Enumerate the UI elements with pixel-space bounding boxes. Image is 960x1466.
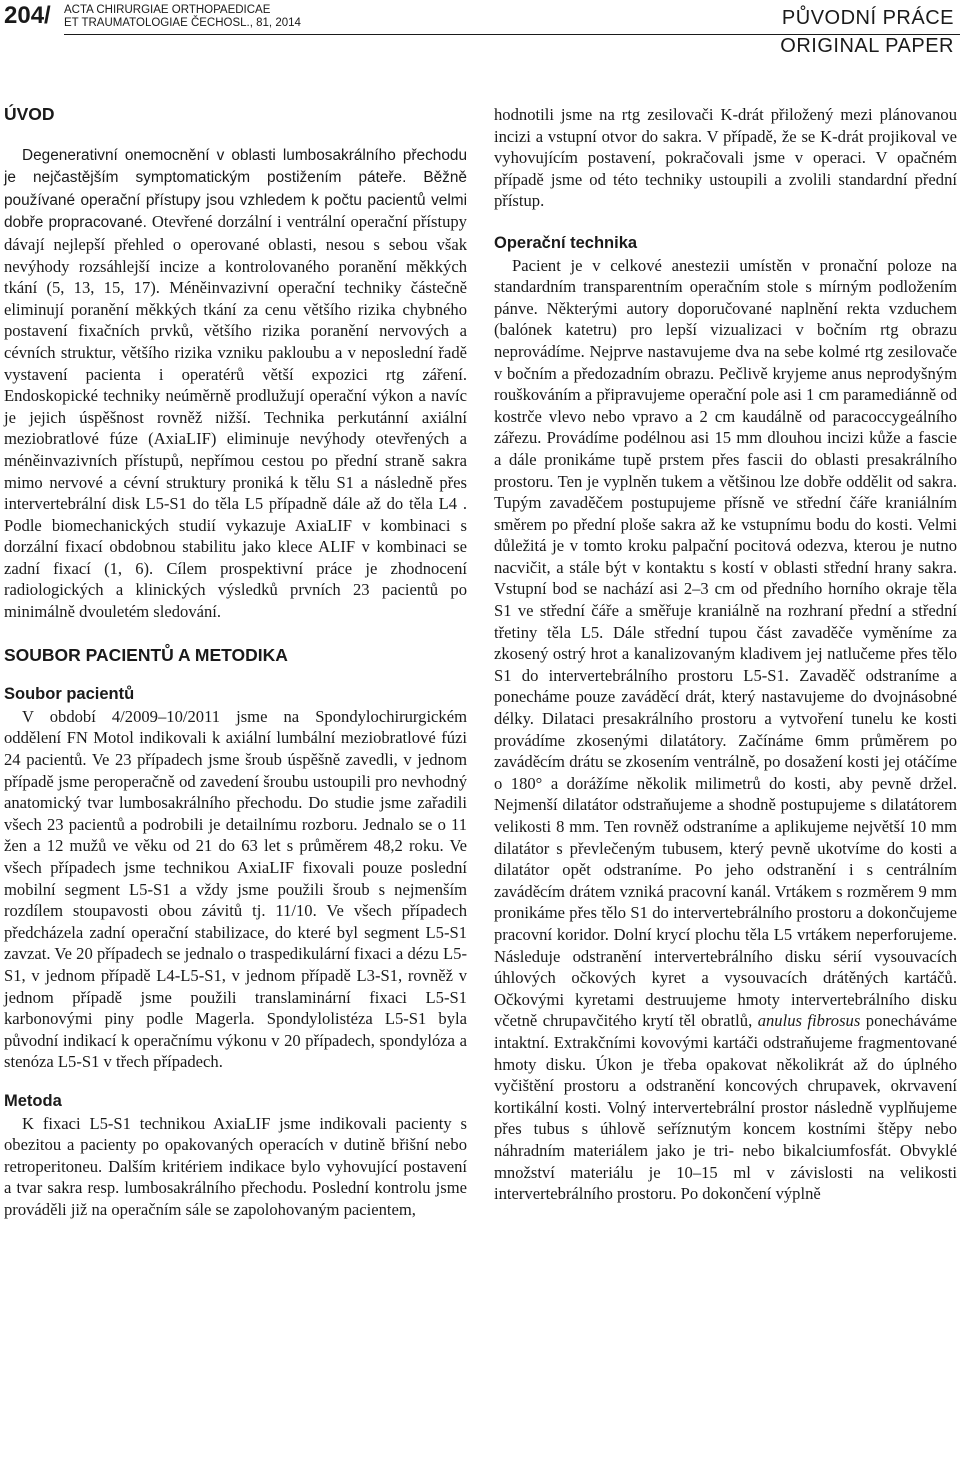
page-header xyxy=(0,0,960,70)
left-column xyxy=(4,104,467,1221)
journal-line-2: ET TRAUMATOLOGIAE ČECHOSL., 81, 2014 xyxy=(64,17,301,29)
uvod-text-sans: Degenerativní onemocnění v oblasti lumbosakrálního přechodu je nejčastějším symptomatickým postižením páteře. Běžně používané operační přístupy jsou vzhledem k počtu pacientů velmi dobře propracované. xyxy=(4,146,467,232)
continued-paragraph: hodnotili jsme na rtg zesilovači K-drát přiložený mezi plánovanou incizi a vstupní otvor do sakra. V případě, že se K-drát projikoval ve vyhovujícím postavení, pokračovali jsme v operaci. V opačném případě jsme od této techniky ustoupili a zvolili standardní přední přístup. xyxy=(494,105,957,211)
operacni-technika-paragraph xyxy=(494,255,957,1205)
subheading-operacni-technika: Operační technika xyxy=(494,233,638,252)
optech-text-1: Pacient je v celkové anestezii umístěn v pronační poloze na standardním transparentním operačním stole s mírným podložením pánve. Některými autory doporučované naplnění rekta vzduchem (balónek katetru) pro lepší vizualizaci v bočním rtg obrazu neprovádíme. Nejprve nastavujeme dva na sebe kolmé rtg zesilovače v bočním a předozadním obrazu. Pečlivě kryjeme anus neprodyšným rouškováním a připravujeme operační pole asi 1 cm paramediánně od kostrče vlevo nebo vpravo a 2 cm kaudálně od paracoccygeálního zářezu. Provádíme podélnou asi 15 mm dlouhou incizi kůže a fascie a dále pronikáme tupě prstem přes fascii do oblasti presakrálního prostoru. Ten je vyplněn tukem a většinou lze dobře oddělit od sakra. Tupým zavaděčem postupujeme přísně ve střední čáře kraniálním směrem po přední ploše sakra až ke vstupnímu bodu do kosti. Velmi důležitá je v tomto kroku palpační pocitová odezva, kterou je nutno nacvičit, a stále být v kontaktu s kostí v oblasti střední hrany sakra. Vstupní bod se nachází asi 2–3 cm od předního horního okraje těla S1 ve střední čáře a směřuje kraniálně na rozhraní přední a střední třetiny těla L5. Dále střední tupou část zavaděče vyměníme za zkosený ostrý hrot a kanalizovaným kladivem jej natlučeme přes tělo S1 do intervertebrálního prostoru L5-S1. Zavaděč odstraníme a ponecháme pouze zaváděcí drát, který nastavujeme do dvojnásobné délky. Dilataci presakrálního prostoru a vytvoření tunelu ke kosti provádíme zkosenými dilatátory. Začínáme 6mm průměrem po zaváděcím drátu se zkosením ventrálně, po dosažení kosti jej otáčíme o 180° a dorážíme několik milimetrů do kosti, aby pevně držel. Nejmenší dilatátor odstraňujeme a shodně postupujeme s dilatátorem velikosti 8 mm. Ten rovněž odstraníme a aplikujeme největší 10 mm dilatátor s převlečeným tubusem, který pevně ukotvíme do kosti a dilatátor opět odstraníme. Po jeho odstranění i s centrálním zaváděcím drátem vzniká pracovní kanál. Vrtákem s rozměrem 9 mm pronikáme přes tělo S1 do intervertebrálního prostoru a dokončujeme pracovní koridor. Dolní krycí plochu těla L5 vrtákem neperforujeme. Následuje odstranění intervertebrálního disku sérií vysouvacích úhlových očkových kyret a vysouvacích drátěných kartáčů. Očkovými kyretami destruujeme hmoty intervertebrálního disku včetně chrupavčitého krytí těl obratlů, xyxy=(494,255,957,1031)
uvod-text-2: Méněinvazivní operační techniky částečně eliminují poranění měkkých tkání za cenu většího rizika chybného postavení fixačních prvků, většího rizika poranění nervových a cévních struktur, většího rizika vzniku pakloubu a v neposlední řadě vystavení pacienta i operatérů větší expozici rtg záření. xyxy=(4,278,467,384)
journal-line-1: ACTA CHIRURGIAE ORTHOPAEDICAE xyxy=(64,4,271,16)
soubor-paragraph: V období 4/2009–10/2011 jsme na Spondylochirurgickém oddělení FN Motol indikovali k axiální lumbální meziobratlové fúzi 24 pacientů. Ve 23 případech jsme šroub úspěšně zavedli, v jednom případě jsme peroperačně od zavedení šroubu ustoupili pro nevhodný anatomický tvar lumbosakrálního přechodu. Do studie jsme zařadili všech 23 pacientů a podrobili je detailnímu rozboru. Jednalo se o 11 žen a 12 mužů ve věku od 21 do 63 let s průměrem 48,2 roku. Ve všech případech jsme technikou AxiaLIF fixovali pouze poslední mobilní segment L5-S1 a vždy jsme použili šroub s nejmenším rozdílem stoupavosti obou závitů tj. 11/10. Ve všech případech předcházela zadní operační stabilizace, do které byl segment L5-S1 zavzat. Ve 20 případech se jednalo o traspedikulární fixaci a dézu L5-S1, v jednom případě L4-L5-S1, v jednom případě L3-S1, rovněž v jednom případě jsme použili translaminární fixaci L5-S1 karbonovými piny podle Magerla. Spondylolistéza L5-S1 byla původní indikací k operačnímu výkonu v 20 případech, spondylóza a stenóza L5-S1 v třech případech. xyxy=(4,706,467,1072)
uvod-text-1: Otevřené dorzální i ventrální operační přístupy dávají nejlepší přehled o operované oblasti, nesou s sebou však nevýhody rozsáhlejší incize a kontrolovaného poranění měkkých tkání (5, 13, 15, 17). xyxy=(4,212,467,298)
uvod-text-3: Endoskopické techniky neúměrně prodlužují operační výkon a navíc je jejich úspěšnost rovněž nižší. Technika perkutánní axiální meziobratlové fúze (AxiaLIF) eliminuje nevýhody otevřených a méněinvazivních přístupů, nepřímou cestou po přední straně sakra mimo nervové a cévní struktury proniká k tělu S1 a následně přes intervertebrální disk L5-S1 do těla L5 případně dále až do těla L4 . Podle biomechanických studií vykazuje AxiaLIF v kombinaci s dorzální fixací obdobnou stabilitu jako klece ALIF v kombinaci se zadní fixací (1, 6). Cílem prospektivní práce je zhodnocení radiologických a klinických výsledků prvních 23 pacientů po minimálně dvouletém sledování. xyxy=(4,386,467,622)
journal-name xyxy=(64,4,301,30)
paper-type-cs: PŮVODNÍ PRÁCE xyxy=(781,7,954,29)
subheading-soubor-pacientu: Soubor pacientů xyxy=(4,685,135,704)
section-heading-soubor: SOUBOR PACIENTŮ A METODIKA xyxy=(4,644,288,665)
metoda-paragraph: K fixaci L5-S1 technikou AxiaLIF jsme indikovali pacienty s obezitou a pacienty po opakovaných operacích v dutině břišní nebo retroperitoneu. Dalším kritériem indikace bylo vyhovující postavení a tvar sakra resp. lumbosakrálního přechodu. Poslední kontrolu jsme prováděli již na operačním sále se zapolohovaným pacientem, xyxy=(4,1113,467,1219)
subheading-metoda: Metoda xyxy=(4,1091,62,1110)
section-heading-uvod: ÚVOD xyxy=(4,104,55,124)
right-column xyxy=(494,104,957,1205)
paper-type xyxy=(780,4,954,60)
optech-italic-term: anulus fibrosus xyxy=(757,1011,861,1031)
paper-type-en: ORIGINAL PAPER xyxy=(780,35,954,57)
page-number: 204/ xyxy=(4,2,51,29)
optech-text-2: ponecháváme intaktní. Extrakčními kovovými kartáči odstraňujeme fragmentované hmoty disku. Úkon je třeba opakovat několikrát až do úplného vyčištění prostoru a odstranění koncových chrupavek, okrvavení kortikální kosti. Volný intervertebrální prostor následně vyplňujeme přes tubus s úhlově seříznutým koncem kostními štěpy nebo náhradním materiálem jako je tri- nebo bikalciumfosfát. Obvyklé množství materiálu je 10–15 ml v závislosti na velikosti intervertebrálního prostoru. Po dokončení výplně xyxy=(494,1011,957,1204)
uvod-paragraph xyxy=(4,144,467,623)
